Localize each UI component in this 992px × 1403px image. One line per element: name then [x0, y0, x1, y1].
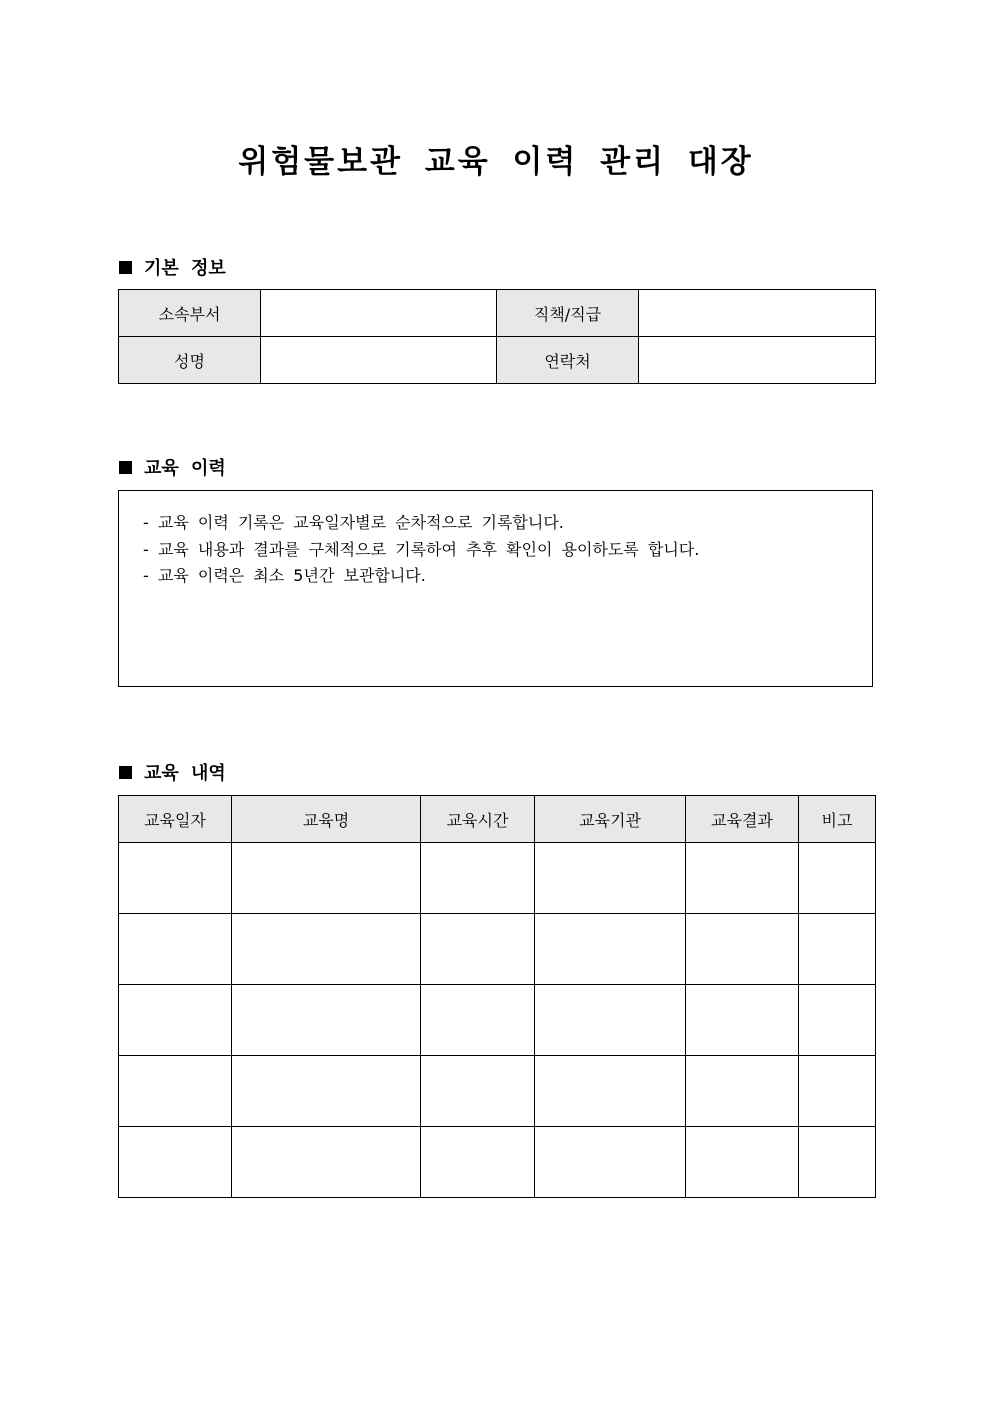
- table-cell[interactable]: [686, 1056, 799, 1127]
- table-cell[interactable]: [535, 1056, 686, 1127]
- table-cell[interactable]: [421, 843, 535, 914]
- note-item: - 교육 이력 기록은 교육일자별로 순차적으로 기록합니다.: [143, 513, 564, 532]
- table-cell[interactable]: [799, 1056, 876, 1127]
- table-cell[interactable]: [799, 843, 876, 914]
- square-bullet-icon: [119, 461, 132, 474]
- table-cell[interactable]: [232, 1056, 421, 1127]
- records-table: [118, 795, 876, 1198]
- section-heading-basic-info: [119, 254, 226, 280]
- column-header-course-name: 교육명: [232, 796, 421, 843]
- table-row: [119, 914, 876, 985]
- table-cell[interactable]: [119, 843, 232, 914]
- page-title: 위험물보관 교육 이력 관리 대장: [238, 144, 754, 180]
- table-row: [119, 1127, 876, 1198]
- contact-label: 연락처: [497, 337, 639, 384]
- table-row: [119, 1056, 876, 1127]
- table-cell[interactable]: [799, 1127, 876, 1198]
- table-row: [119, 290, 876, 337]
- section-heading-records: [119, 759, 226, 785]
- position-label: 직책/직급: [497, 290, 639, 337]
- history-notes-box: [118, 490, 873, 687]
- table-cell[interactable]: [799, 985, 876, 1056]
- name-field[interactable]: [261, 337, 497, 384]
- table-cell[interactable]: [232, 914, 421, 985]
- table-cell[interactable]: [686, 985, 799, 1056]
- square-bullet-icon: [119, 261, 132, 274]
- table-header-row: [119, 796, 876, 843]
- table-cell[interactable]: [232, 843, 421, 914]
- department-field[interactable]: [261, 290, 497, 337]
- table-cell[interactable]: [119, 914, 232, 985]
- table-cell[interactable]: [119, 1127, 232, 1198]
- table-cell[interactable]: [535, 914, 686, 985]
- table-cell[interactable]: [421, 1056, 535, 1127]
- column-header-date: 교육일자: [119, 796, 232, 843]
- contact-field[interactable]: [639, 337, 876, 384]
- column-header-result: 교육결과: [686, 796, 799, 843]
- column-header-remarks: 비고: [799, 796, 876, 843]
- section-heading-label: 교육 이력: [144, 458, 226, 479]
- table-cell[interactable]: [119, 985, 232, 1056]
- table-row: [119, 985, 876, 1056]
- table-cell[interactable]: [421, 985, 535, 1056]
- table-cell[interactable]: [535, 985, 686, 1056]
- table-cell[interactable]: [232, 985, 421, 1056]
- table-row: [119, 337, 876, 384]
- table-cell[interactable]: [232, 1127, 421, 1198]
- column-header-institution: 교육기관: [535, 796, 686, 843]
- table-cell[interactable]: [686, 1127, 799, 1198]
- name-label: 성명: [119, 337, 261, 384]
- table-cell[interactable]: [535, 1127, 686, 1198]
- section-heading-label: 교육 내역: [144, 763, 226, 784]
- square-bullet-icon: [119, 766, 132, 779]
- table-cell[interactable]: [421, 914, 535, 985]
- table-cell[interactable]: [686, 843, 799, 914]
- table-cell[interactable]: [535, 843, 686, 914]
- note-item: - 교육 이력은 최소 5년간 보관합니다.: [143, 566, 426, 585]
- table-row: [119, 843, 876, 914]
- column-header-hours: 교육시간: [421, 796, 535, 843]
- note-item: - 교육 내용과 결과를 구체적으로 기록하여 추후 확인이 용이하도록 합니다.: [143, 539, 700, 559]
- table-cell[interactable]: [119, 1056, 232, 1127]
- position-field[interactable]: [639, 290, 876, 337]
- department-label: 소속부서: [119, 290, 261, 337]
- section-heading-history: [119, 454, 226, 480]
- table-cell[interactable]: [421, 1127, 535, 1198]
- basic-info-table: [118, 289, 876, 384]
- table-cell[interactable]: [799, 914, 876, 985]
- table-cell[interactable]: [686, 914, 799, 985]
- section-heading-label: 기본 정보: [144, 258, 226, 279]
